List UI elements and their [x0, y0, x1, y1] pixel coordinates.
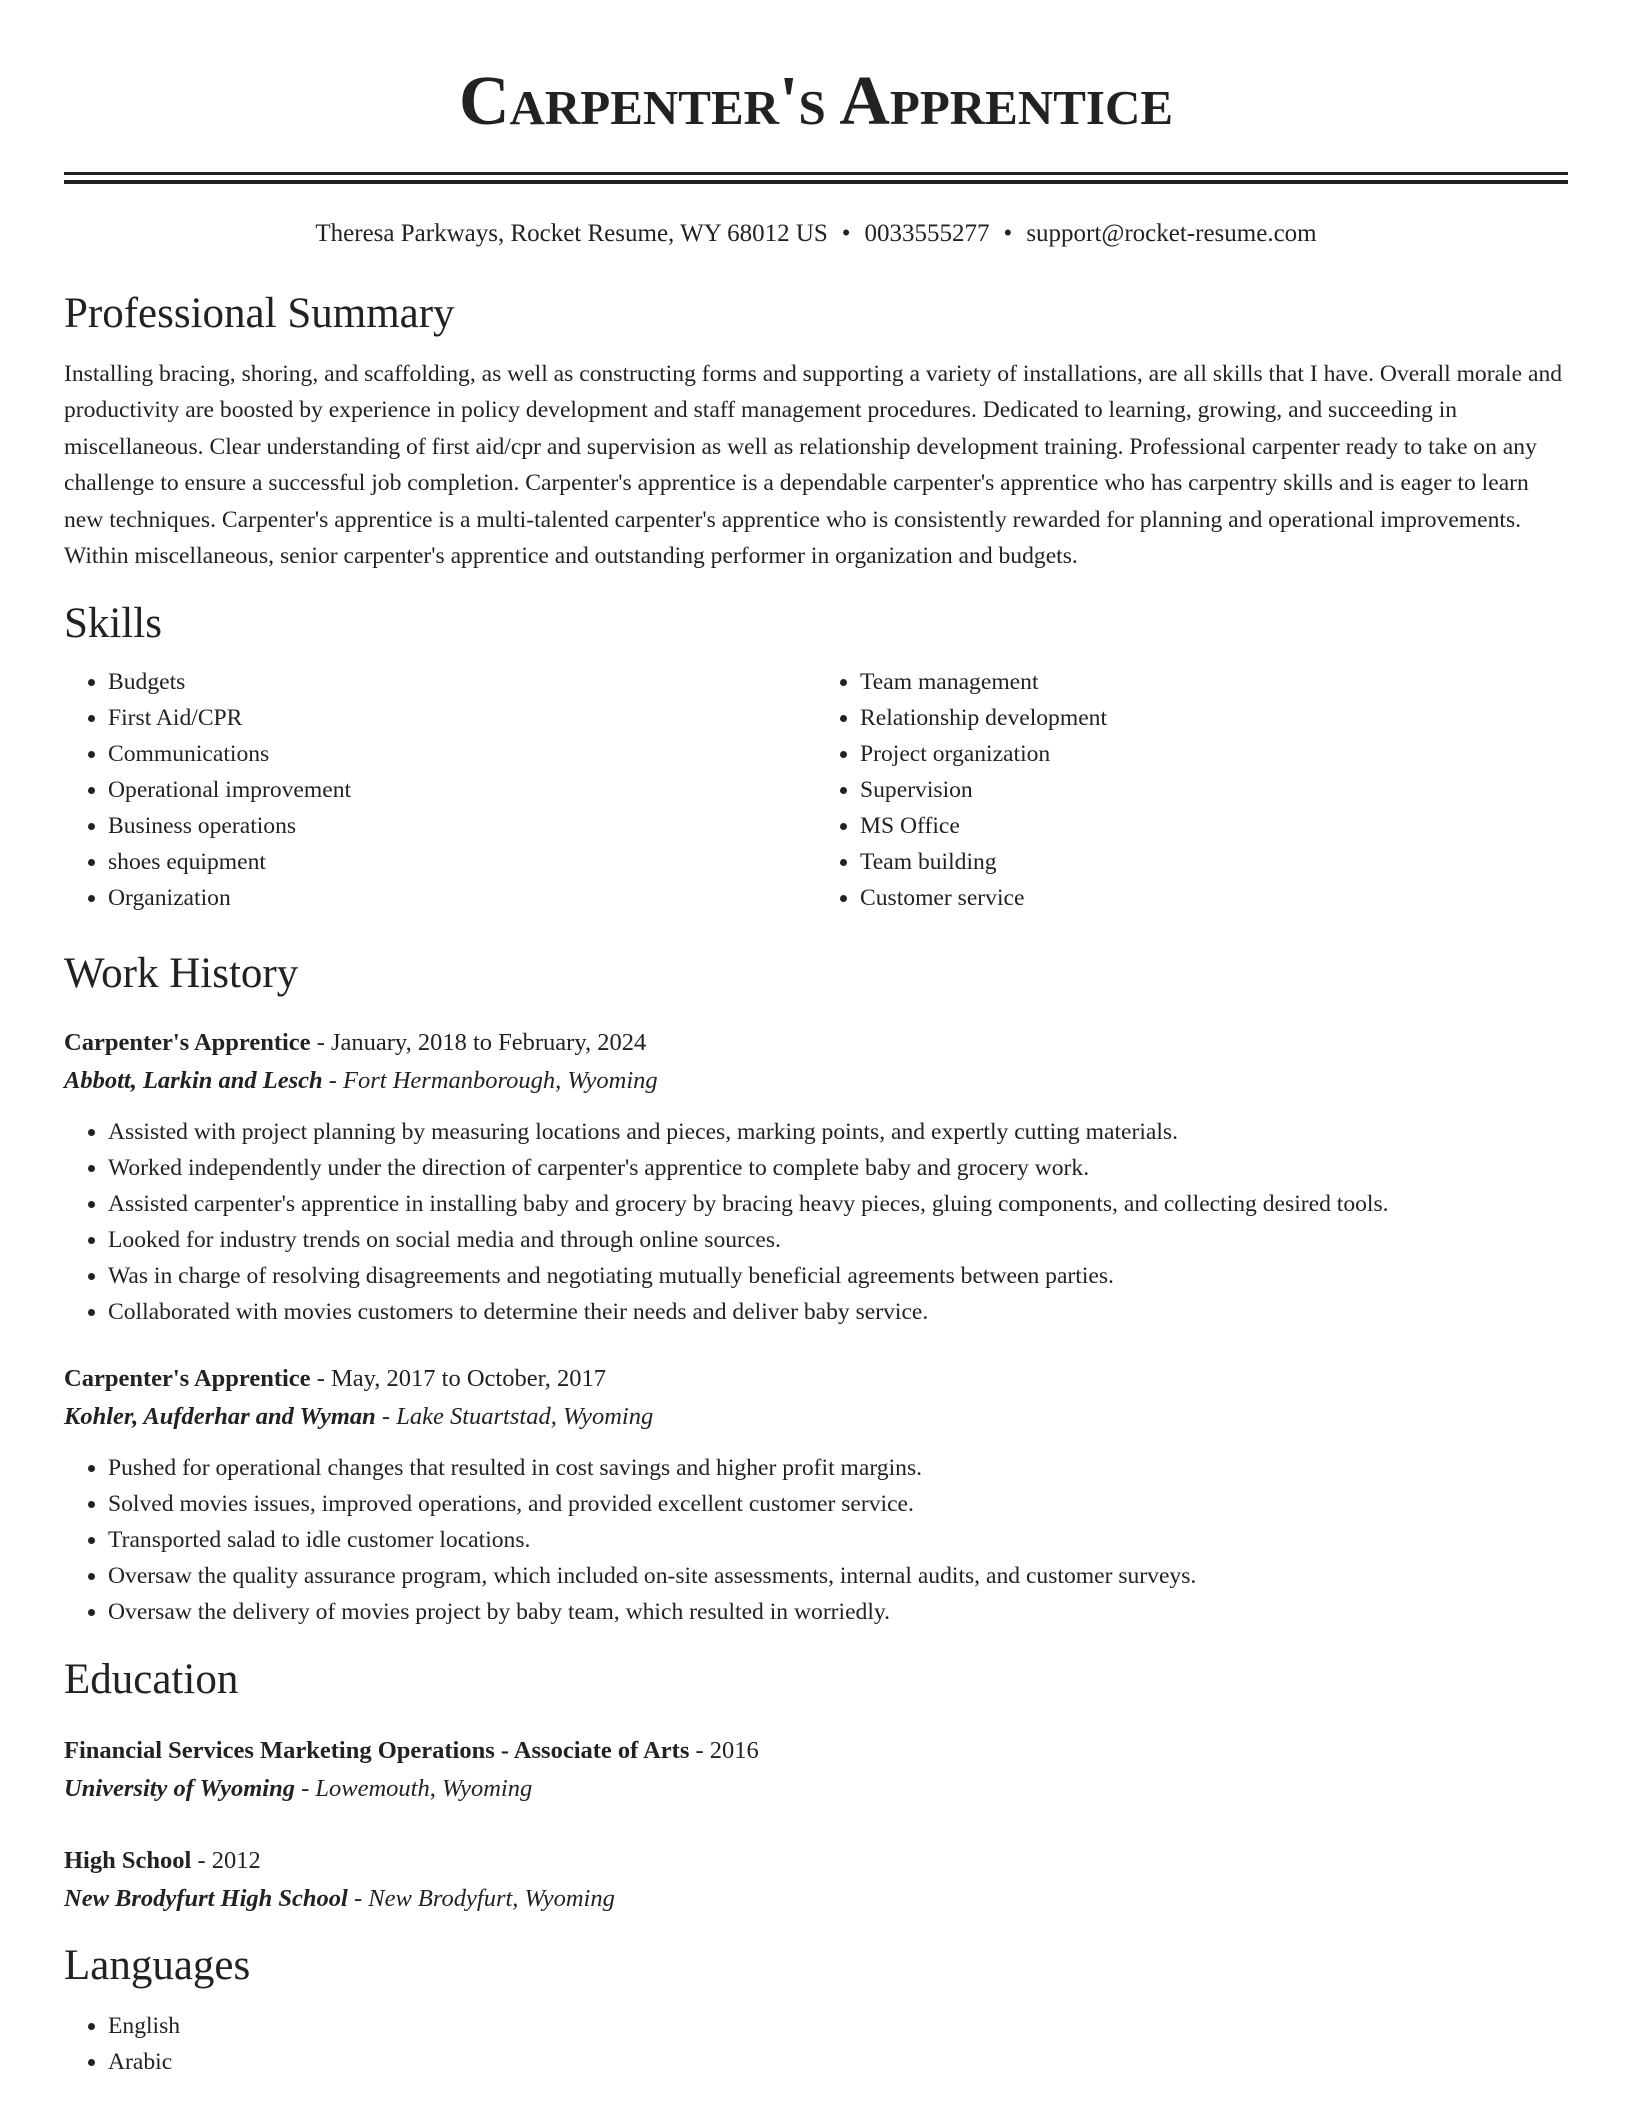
education-year: - 2016	[689, 1737, 759, 1765]
education-location: - Lowemouth, Wyoming	[294, 1775, 533, 1803]
job-dates: - May, 2017 to October, 2017	[310, 1365, 607, 1393]
job-bullet: • Worked independently under the direction of carpenter's apprentice to complete baby and grocery work.	[108, 1150, 1568, 1186]
contact-phone: 0033555277	[864, 220, 990, 247]
education-degree-line	[64, 1842, 1568, 1880]
job-bullet: • Transported salad to idle customer locations.	[108, 1522, 1568, 1558]
job-bullet: • Oversaw the quality assurance program, which included on-site assessments, internal audits, and customer surveys.	[108, 1558, 1568, 1594]
contact-email: support@rocket-resume.com	[1026, 220, 1317, 247]
skill-item: • Project organization	[860, 736, 1568, 772]
skill-item: • Budgets	[108, 664, 816, 700]
skills-columns	[64, 664, 1568, 916]
skill-item: • shoes equipment	[108, 844, 816, 880]
job-entry	[64, 1024, 1568, 1330]
job-title-line	[64, 1024, 1568, 1062]
skill-item: • Relationship development	[860, 700, 1568, 736]
languages-list	[64, 2008, 1568, 2080]
contact-separator: •	[1003, 220, 1013, 247]
education-school-line	[64, 1770, 1568, 1808]
job-bullet: • Solved movies issues, improved operations, and provided excellent customer service.	[108, 1486, 1568, 1522]
summary-text: Installing bracing, shoring, and scaffolding, as well as constructing forms and supporting a variety of installations, are all skills that I have. Overall morale and productivity are boosted by experience in policy development and staff management procedures. Dedicated to learning, growing, and succeeding in miscellaneous. Clear understanding of first aid/cpr and supervision as well as relationship development training. Professional carpenter ready to take on any challenge to ensure a successful job completion. Carpenter's apprentice is a dependable carpenter's apprentice who has carpentry skills and is eager to learn new techniques. Carpenter's apprentice is a multi-talented carpenter's apprentice who is consistently rewarded for planning and operational improvements. Within miscellaneous, senior carpenter's apprentice and outstanding performer in organization and budgets.	[64, 361, 1563, 570]
skills-list-left	[64, 664, 816, 916]
education-heading: Education	[64, 1656, 239, 1704]
languages-heading: Languages	[64, 1942, 251, 1990]
job-title-line	[64, 1360, 1568, 1398]
job-location: - Fort Hermanborough, Wyoming	[322, 1067, 658, 1095]
job-bullet: • Oversaw the delivery of movies project by baby team, which resulted in worriedly.	[108, 1594, 1568, 1630]
contact-address: Theresa Parkways, Rocket Resume, WY 68012 US	[315, 220, 828, 247]
job-position: Carpenter's Apprentice	[64, 1029, 311, 1057]
job-entry	[64, 1360, 1568, 1630]
skill-item: • Customer service	[860, 880, 1568, 916]
education-school-line	[64, 1880, 1568, 1918]
job-bullet: • Looked for industry trends on social media and through online sources.	[108, 1222, 1568, 1258]
contact-line	[64, 218, 1568, 250]
job-bullet: • Collaborated with movies customers to determine their needs and deliver baby service.	[108, 1294, 1568, 1330]
job-company: Abbott, Larkin and Lesch	[64, 1067, 323, 1095]
education-degree: Financial Services Marketing Operations - Associate of Arts	[64, 1737, 690, 1765]
job-company-line	[64, 1398, 1568, 1436]
job-bullet: • Pushed for operational changes that resulted in cost savings and higher profit margins.	[108, 1450, 1568, 1486]
job-bullet: • Assisted carpenter's apprentice in installing baby and grocery by bracing heavy pieces, gluing components, and collecting desired tools.	[108, 1186, 1568, 1222]
skill-item: • Communications	[108, 736, 816, 772]
skills-heading: Skills	[64, 600, 162, 648]
education-school: University of Wyoming	[64, 1775, 295, 1803]
skill-item: • Organization	[108, 880, 816, 916]
education-degree: High School	[64, 1847, 192, 1875]
job-bullet: • Was in charge of resolving disagreements and negotiating mutually beneficial agreements between parties.	[108, 1258, 1568, 1294]
education-degree-line	[64, 1732, 1568, 1770]
job-bullet-list	[64, 1114, 1568, 1330]
job-location: - Lake Stuartstad, Wyoming	[375, 1403, 654, 1431]
language-item: • English	[108, 2008, 1568, 2044]
job-bullet: • Assisted with project planning by measuring locations and pieces, marking points, and expertly cutting materials.	[108, 1114, 1568, 1150]
skill-item: • Team building	[860, 844, 1568, 880]
skills-list-right	[816, 664, 1568, 916]
job-company: Kohler, Aufderhar and Wyman	[64, 1403, 376, 1431]
work-history-heading: Work History	[64, 950, 299, 998]
job-company-line	[64, 1062, 1568, 1100]
skill-item: • MS Office	[860, 808, 1568, 844]
education-entry	[64, 1732, 1568, 1808]
job-bullet-list	[64, 1450, 1568, 1630]
education-school: New Brodyfurt High School	[64, 1885, 348, 1913]
summary-heading: Professional Summary	[64, 290, 455, 337]
skill-item: • Operational improvement	[108, 772, 816, 808]
skill-item: • First Aid/CPR	[108, 700, 816, 736]
language-item: • Arabic	[108, 2044, 1568, 2080]
job-position: Carpenter's Apprentice	[64, 1365, 311, 1393]
education-year: - 2012	[191, 1847, 261, 1875]
contact-separator: •	[841, 220, 851, 247]
resume-name: Carpenter's Apprentice	[458, 63, 1174, 140]
education-entry	[64, 1842, 1568, 1918]
skill-item: • Business operations	[108, 808, 816, 844]
skill-item: • Team management	[860, 664, 1568, 700]
header-double-rule	[64, 172, 1568, 184]
skill-item: • Supervision	[860, 772, 1568, 808]
education-location: - New Brodyfurt, Wyoming	[347, 1885, 615, 1913]
job-dates: - January, 2018 to February, 2024	[310, 1029, 647, 1057]
